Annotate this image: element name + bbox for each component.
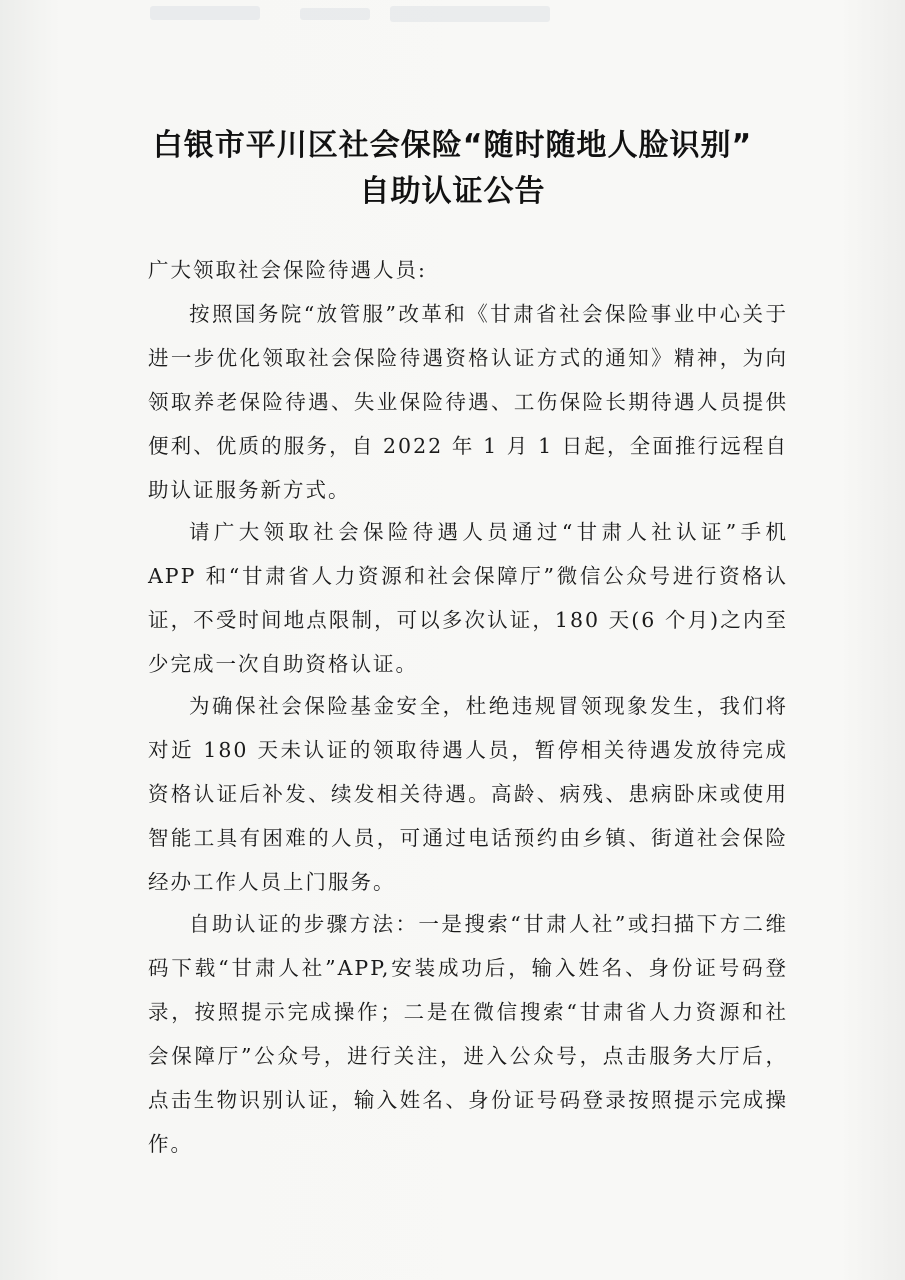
scan-artifact (150, 6, 260, 20)
notice-title-line-2: 自助认证公告 (359, 174, 546, 209)
paragraph-3 (148, 684, 788, 904)
paragraph-4-text: 自助认证的步骤方法：一是搜索“甘肃人社”或扫描下方二维码下载“甘肃人社”APP,安装成功后，输入姓名、身份证号码登录，按照提示完成操作；二是在微信搜索“甘肃省人力资源和社会保障厅”公众号，进行关注，进入公众号，点击服务大厅后，点击生物识别认证，输入姓名、身份证号码登录按照提示完成操作。 (148, 912, 788, 1156)
paragraph-2-text: 请广大领取社会保险待遇人员通过“甘肃人社认证”手机 APP 和“甘肃省人力资源和社会保障厅”微信公众号进行资格认证，不受时间地点限制，可以多次认证，180 天(6 个月)之内至少完成一次自助资格认证。 (148, 520, 788, 676)
paragraph-2 (148, 510, 788, 686)
paragraph-1 (148, 292, 788, 512)
salutation: 广大领取社会保险待遇人员: (148, 258, 427, 282)
notice-title-line-1: 白银市平川区社会保险“随时随地人脸识别” (152, 128, 753, 163)
scan-artifact (390, 6, 550, 22)
paragraph-1-text: 按照国务院“放管服”改革和《甘肃省社会保险事业中心关于进一步优化领取社会保险待遇资格认证方式的通知》精神，为向领取养老保险待遇、失业保险待遇、工伤保险长期待遇人员提供便利、优质的服务，自 2022 年 1 月 1 日起，全面推行远程自助认证服务新方式。 (148, 302, 788, 502)
scan-artifact (300, 8, 370, 20)
paragraph-3-text: 为确保社会保险基金安全，杜绝违规冒领现象发生，我们将对近 180 天未认证的领取待遇人员，暂停相关待遇发放待完成资格认证后补发、续发相关待遇。高龄、病残、患病卧床或使用智能工具有困难的人员，可通过电话预约由乡镇、街道社会保险经办工作人员上门服务。 (148, 694, 788, 894)
paragraph-4 (148, 902, 788, 1166)
